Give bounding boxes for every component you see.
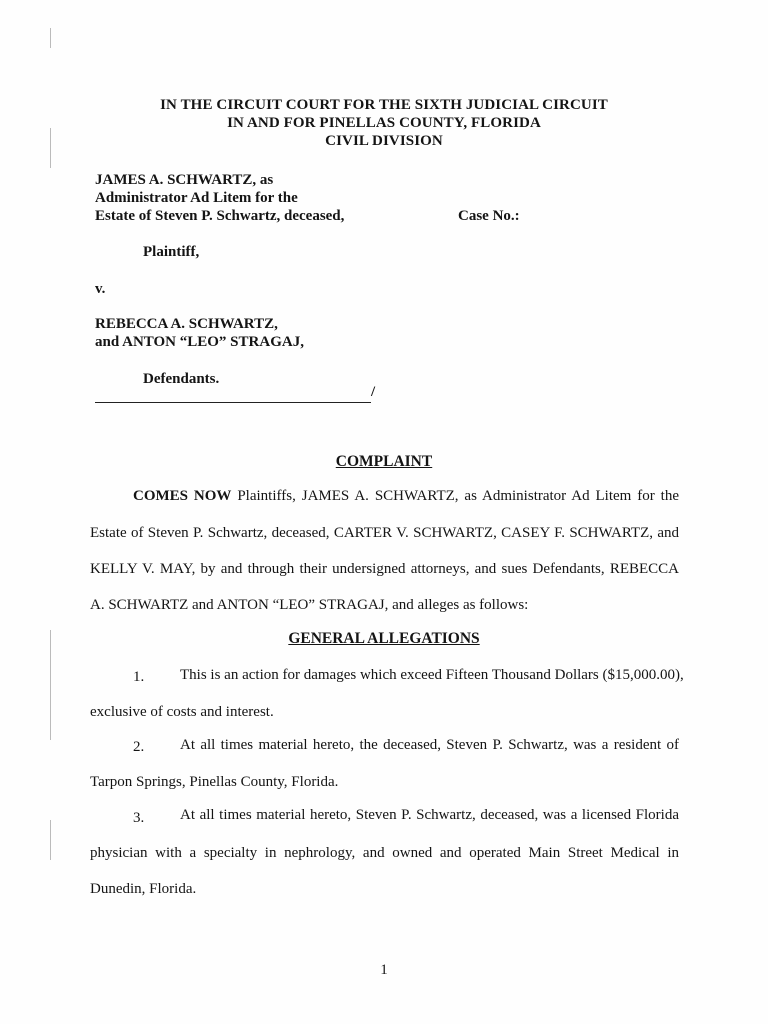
complaint-title: COMPLAINT	[335, 453, 433, 470]
paragraph-2-line-2: Tarpon Springs, Pinellas County, Florida.	[90, 774, 339, 790]
plaintiff-name: JAMES A. SCHWARTZ, as	[95, 172, 274, 188]
paragraph-1-line-1: This is an action for damages which exceed Fifteen Thousand Dollars ($15,000.00),	[180, 667, 684, 683]
plaintiff-role: Plaintiff,	[143, 244, 200, 260]
intro-line-1	[133, 488, 679, 505]
versus: v.	[95, 281, 106, 297]
court-heading-line3: CIVIL DIVISION	[325, 133, 443, 149]
scan-edge-mark	[50, 28, 51, 48]
intro-line-3: KELLY V. MAY, by and through their undersigned attorneys, and sues Defendants, REBECCA	[90, 561, 679, 577]
paragraph-number: 2.	[133, 739, 145, 755]
intro-line-2: Estate of Steven P. Schwartz, deceased, CARTER V. SCHWARTZ, CASEY F. SCHWARTZ, and	[90, 525, 679, 541]
comes-now-lead: COMES NOW	[133, 488, 232, 504]
intro-line-1-text: Plaintiffs, JAMES A. SCHWARTZ, as Administrator Ad Litem for the	[231, 488, 679, 504]
page-number: 1	[380, 962, 388, 978]
defendant-name-1: REBECCA A. SCHWARTZ,	[95, 316, 278, 332]
scan-edge-mark	[50, 820, 51, 860]
caption-divider-line	[95, 402, 371, 403]
caption-divider-slash: /	[371, 384, 376, 400]
court-heading-line2: IN AND FOR PINELLAS COUNTY, FLORIDA	[227, 115, 541, 131]
defendant-role: Defendants.	[143, 371, 220, 387]
paragraph-3-line-2: physician with a specialty in nephrology, and owned and operated Main Street Medical in	[90, 845, 679, 861]
plaintiff-capacity: Administrator Ad Litem for the	[95, 190, 298, 206]
general-allegations-heading: GENERAL ALLEGATIONS	[288, 630, 480, 647]
paragraph-3-line-1: At all times material hereto, Steven P. Schwartz, deceased, was a licensed Florida	[180, 807, 679, 823]
intro-line-4: A. SCHWARTZ and ANTON “LEO” STRAGAJ, and alleges as follows:	[90, 597, 529, 613]
court-heading-line1: IN THE CIRCUIT COURT FOR THE SIXTH JUDICIAL CIRCUIT	[160, 97, 608, 113]
paragraph-2-line-1: At all times material hereto, the deceased, Steven P. Schwartz, was a resident of	[180, 737, 679, 753]
plaintiff-estate: Estate of Steven P. Schwartz, deceased,	[95, 208, 345, 224]
paragraph-number: 3.	[133, 810, 145, 826]
defendant-name-2: and ANTON “LEO” STRAGAJ,	[95, 334, 304, 350]
paragraph-3-line-3: Dunedin, Florida.	[90, 881, 197, 897]
paragraph-1-line-2: exclusive of costs and interest.	[90, 704, 274, 720]
case-number-label: Case No.:	[458, 208, 520, 224]
paragraph-number: 1.	[133, 669, 145, 685]
